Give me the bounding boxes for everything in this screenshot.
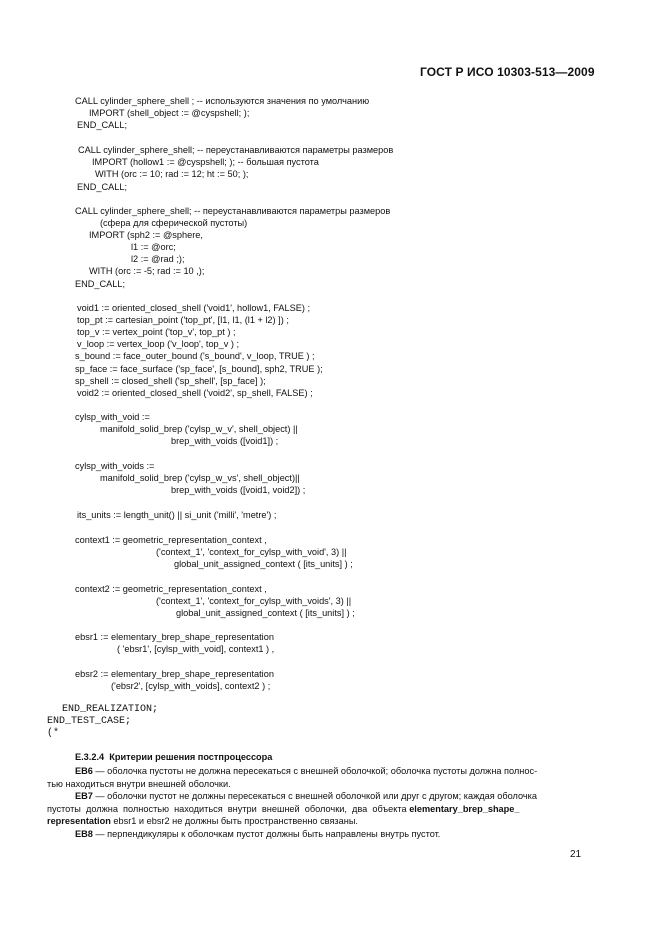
code-line: l2 := @rad ;);	[131, 254, 185, 264]
code-line: global_unit_assigned_context ( [its_units] ) ;	[176, 608, 355, 618]
code-line: its_units := length_unit() || si_unit ('milli', 'metre') ;	[77, 510, 277, 520]
code-line: CALL cylinder_sphere_shell; -- переустанавливаются параметры размеров	[78, 145, 394, 155]
criterion-label: EB8	[75, 829, 93, 839]
page-number: 21	[570, 849, 582, 860]
section-number: E.3.2.4	[75, 752, 105, 762]
code-line: top_pt := cartesian_point ('top_pt', [l1, l1, (l1 + l2) ]) ;	[77, 315, 289, 325]
code-line: manifold_solid_brep ('cylsp_w_v', shell_object) ||	[100, 424, 298, 434]
entity-name: elementary_brep_shape_	[409, 804, 520, 814]
code-line: END_CALL;	[77, 120, 128, 130]
criterion-eb7-line2	[47, 803, 520, 816]
criterion-text: ebsr1 и ebsr2 не должны быть пространственно связаны.	[110, 816, 358, 826]
code-line: IMPORT (shell_object := @cyspshell; );	[89, 108, 250, 118]
criterion-eb7-line3	[47, 815, 358, 828]
code-line: IMPORT (hollow1 := @cyspshell; ); -- большая пустота	[92, 157, 319, 167]
code-line: void1 := oriented_closed_shell ('void1', hollow1, FALSE) ;	[77, 303, 311, 313]
code-line: context2 := geometric_representation_context ,	[75, 584, 267, 594]
criterion-text: — перпендикуляры к оболочкам пустот должны быть направлены внутрь пустот.	[92, 829, 441, 839]
code-line: cylsp_with_voids :=	[75, 461, 155, 471]
criterion-eb8	[75, 828, 440, 841]
code-line: l1 := @orc;	[131, 242, 176, 252]
criterion-eb6-line2: тью находиться внутри внешней оболочки.	[47, 779, 231, 789]
criterion-eb6-line1	[75, 765, 537, 778]
code-line: WITH (orc := -5; rad := 10 ,);	[89, 266, 205, 276]
code-line: ( 'ebsr1', [cylsp_with_void], context1 ) ,	[117, 644, 275, 654]
code-end-test-case: END_TEST_CASE;	[47, 716, 132, 727]
section-heading	[75, 752, 272, 763]
code-line: END_CALL;	[75, 279, 126, 289]
code-line: sp_face := face_surface ('sp_face', [s_bound], sph2, TRUE );	[75, 364, 323, 374]
code-line: END_CALL;	[77, 182, 128, 192]
entity-name: representation	[47, 816, 111, 826]
code-line: manifold_solid_brep ('cylsp_w_vs', shell_object)||	[100, 473, 300, 483]
code-line: s_bound := face_outer_bound ('s_bound', v_loop, TRUE ) ;	[75, 351, 315, 361]
code-line: CALL cylinder_sphere_shell ; -- используются значения по умолчанию	[75, 96, 370, 106]
code-line: context1 := geometric_representation_context ,	[75, 535, 267, 545]
code-line: ebsr2 := elementary_brep_shape_representation	[75, 669, 274, 679]
code-line: cylsp_with_void :=	[75, 412, 150, 422]
code-line: IMPORT (sph2 := @sphere,	[89, 230, 203, 240]
code-line: v_loop := vertex_loop ('v_loop', top_v ) ;	[77, 339, 240, 349]
code-line: ebsr1 := elementary_brep_shape_representation	[75, 632, 274, 642]
code-line: sp_shell := closed_shell ('sp_shell', [sp_face] );	[75, 376, 266, 386]
criterion-text: — оболочка пустоты не должна пересекаться с внешней оболочкой; оболочка пустоты должна полнос-	[92, 766, 538, 776]
code-line: top_v := vertex_point ('top_v', top_pt ) ;	[77, 327, 236, 337]
code-line: void2 := oriented_closed_shell ('void2', sp_shell, FALSE) ;	[77, 388, 313, 398]
code-line: ('context_1', 'context_for_cylsp_with_voids', 3) ||	[156, 596, 352, 606]
code-line: ('ebsr2', [cylsp_with_voids], context2 ) ;	[111, 681, 271, 691]
section-title: Критерии решения постпроцессора	[109, 752, 273, 762]
criterion-label: EB7	[75, 791, 93, 801]
code-comment-open: (*	[47, 728, 60, 739]
code-end-realization: END_REALIZATION;	[62, 704, 159, 715]
code-line: ('context_1', 'context_for_cylsp_with_void', 3) ||	[156, 547, 347, 557]
criterion-label: EB6	[75, 766, 93, 776]
code-line: WITH (orc := 10; rad := 12; ht := 50; );	[95, 169, 249, 179]
code-line: brep_with_voids ([void1]) ;	[171, 436, 279, 446]
criterion-text: пустоты должна полностью находиться внутри внешней оболочки, два объекта	[47, 804, 410, 814]
criterion-text: — оболочки пустот не должны пересекаться с внешней оболочкой или друг с другом; каждая оболочка	[92, 791, 538, 801]
code-line: global_unit_assigned_context ( [its_units] ) ;	[174, 559, 353, 569]
code-line: CALL cylinder_sphere_shell; -- переустанавливаются параметры размеров	[75, 206, 391, 216]
criterion-eb7-line1	[75, 790, 537, 803]
code-line: brep_with_voids ([void1, void2]) ;	[171, 485, 306, 495]
standard-header: ГОСТ Р ИСО 10303-513—2009	[420, 65, 595, 79]
code-line: (сфера для сферической пустоты)	[100, 218, 248, 228]
